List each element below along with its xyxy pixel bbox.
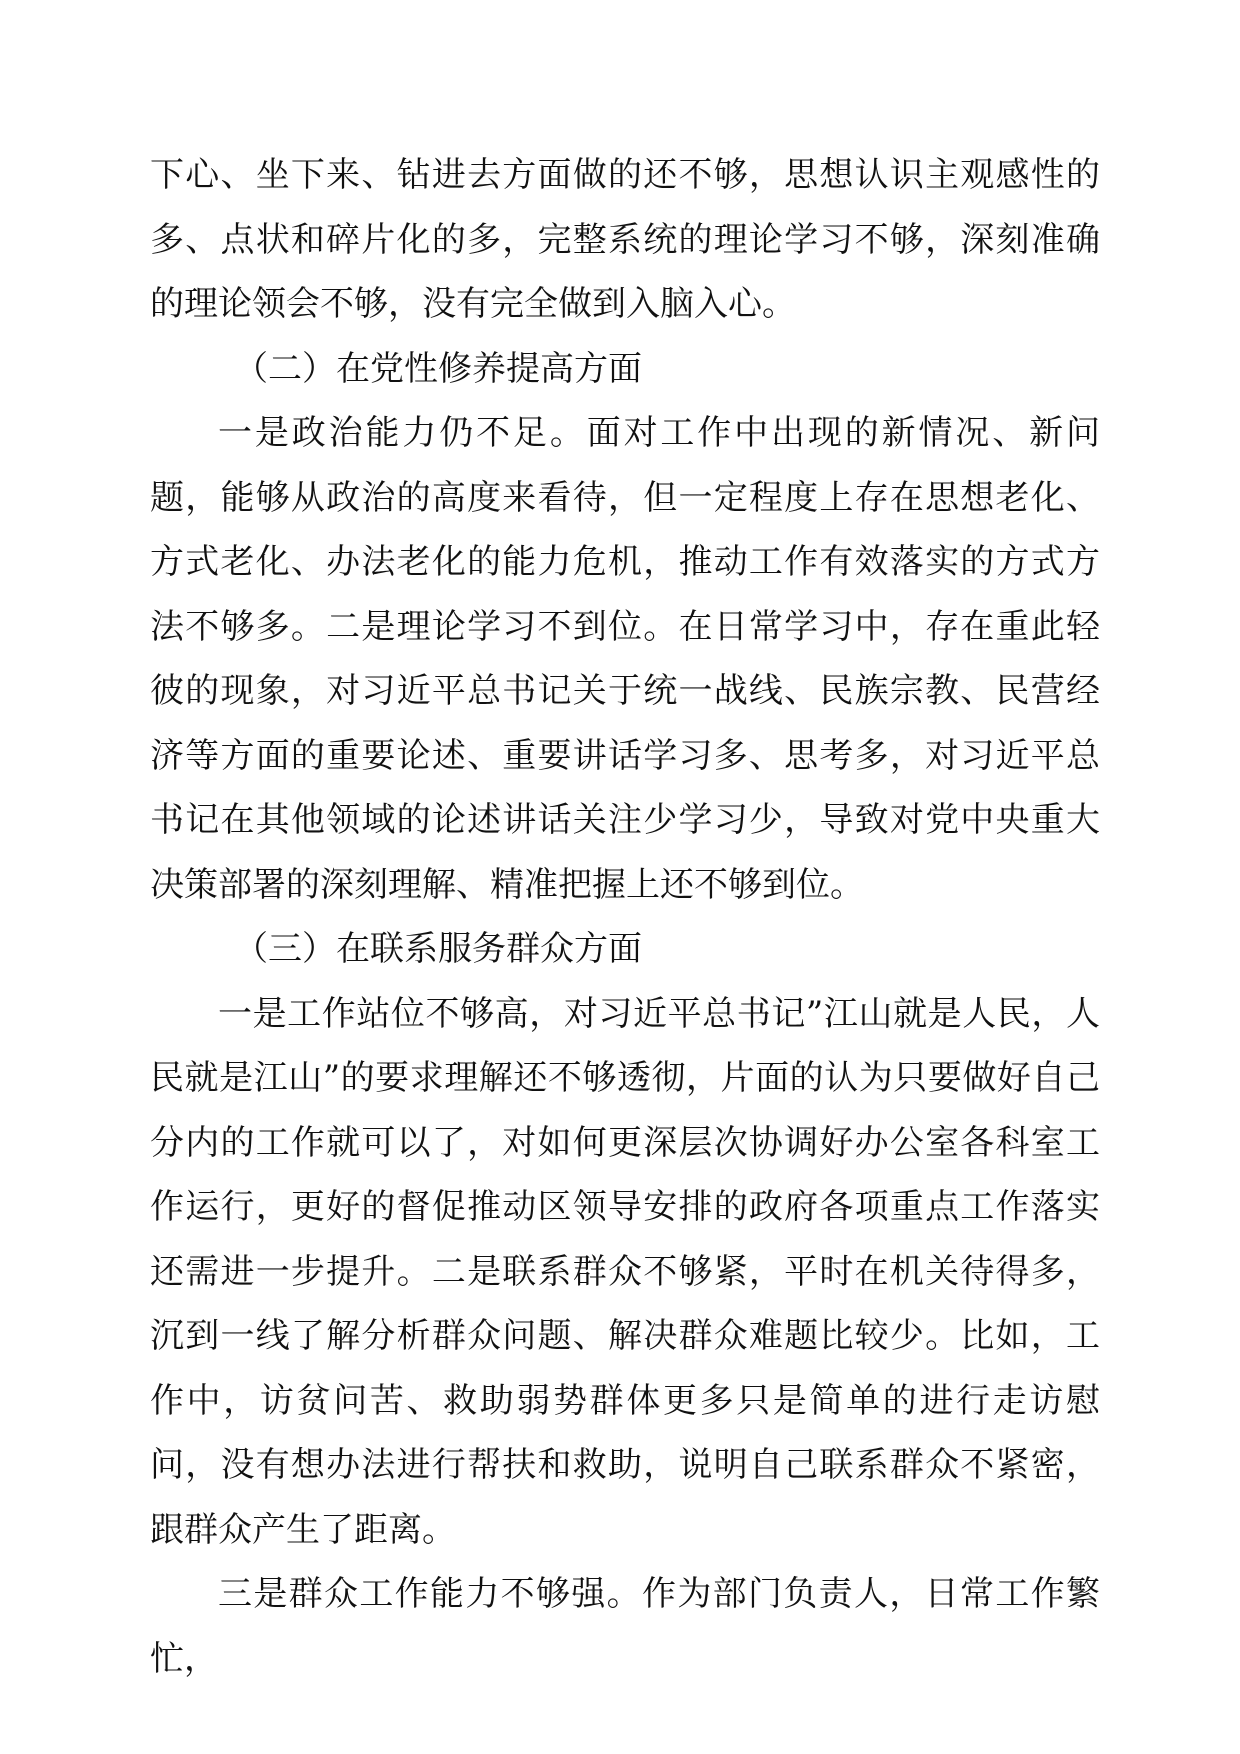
document-body — [150, 143, 1100, 1691]
paragraph-political-ability: 一是政治能力仍不足。面对工作中出现的新情况、新问题，能够从政治的高度来看待，但一定程度上存在思想老化、方式老化、办法老化的能力危机，推动工作有效落实的方式方法不够多。二是理论学习不到位。在日常学习中，存在重此轻彼的现象，对习近平总书记关于统一战线、民族宗教、民营经济等方面的重要论述、重要讲话学习多、思考多，对习近平总书记在其他领域的论述讲话关注少学习少，导致对党中央重大决策部署的深刻理解、精准把握上还不够到位。 — [150, 413, 1100, 905]
paragraph-theory-study-continued: 下心、坐下来、钻进去方面做的还不够，思想认识主观感性的多、点状和碎片化的多，完整系统的理论学习不够，深刻准确的理论领会不够，没有完全做到入脑入心。 — [150, 155, 1100, 324]
section-heading-serving-masses: （三）在联系服务群众方面 — [234, 929, 642, 969]
paragraph-mass-work-ability: 三是群众工作能力不够强。作为部门负责人，日常工作繁忙， — [150, 1574, 1100, 1679]
section-heading-party-cultivation: （二）在党性修养提高方面 — [234, 348, 642, 389]
paragraph-work-position: 一是工作站位不够高，对习近平总书记”江山就是人民，人民就是江山”的要求理解还不够透彻，片面的认为只要做好自己分内的工作就可以了，对如何更深层次协调好办公室各科室工作运行，更好的督促推动区领导安排的政府各项重点工作落实还需进一步提升。二是联系群众不够紧，平时在机关待得多，沉到一线了解分析群众问题、解决群众难题比较少。比如，工作中，访贫问苦、救助弱势群体更多只是简单的进行走访慰问，没有想办法进行帮扶和救助，说明自己联系群众不紧密，跟群众产生了距离。 — [150, 993, 1100, 1550]
